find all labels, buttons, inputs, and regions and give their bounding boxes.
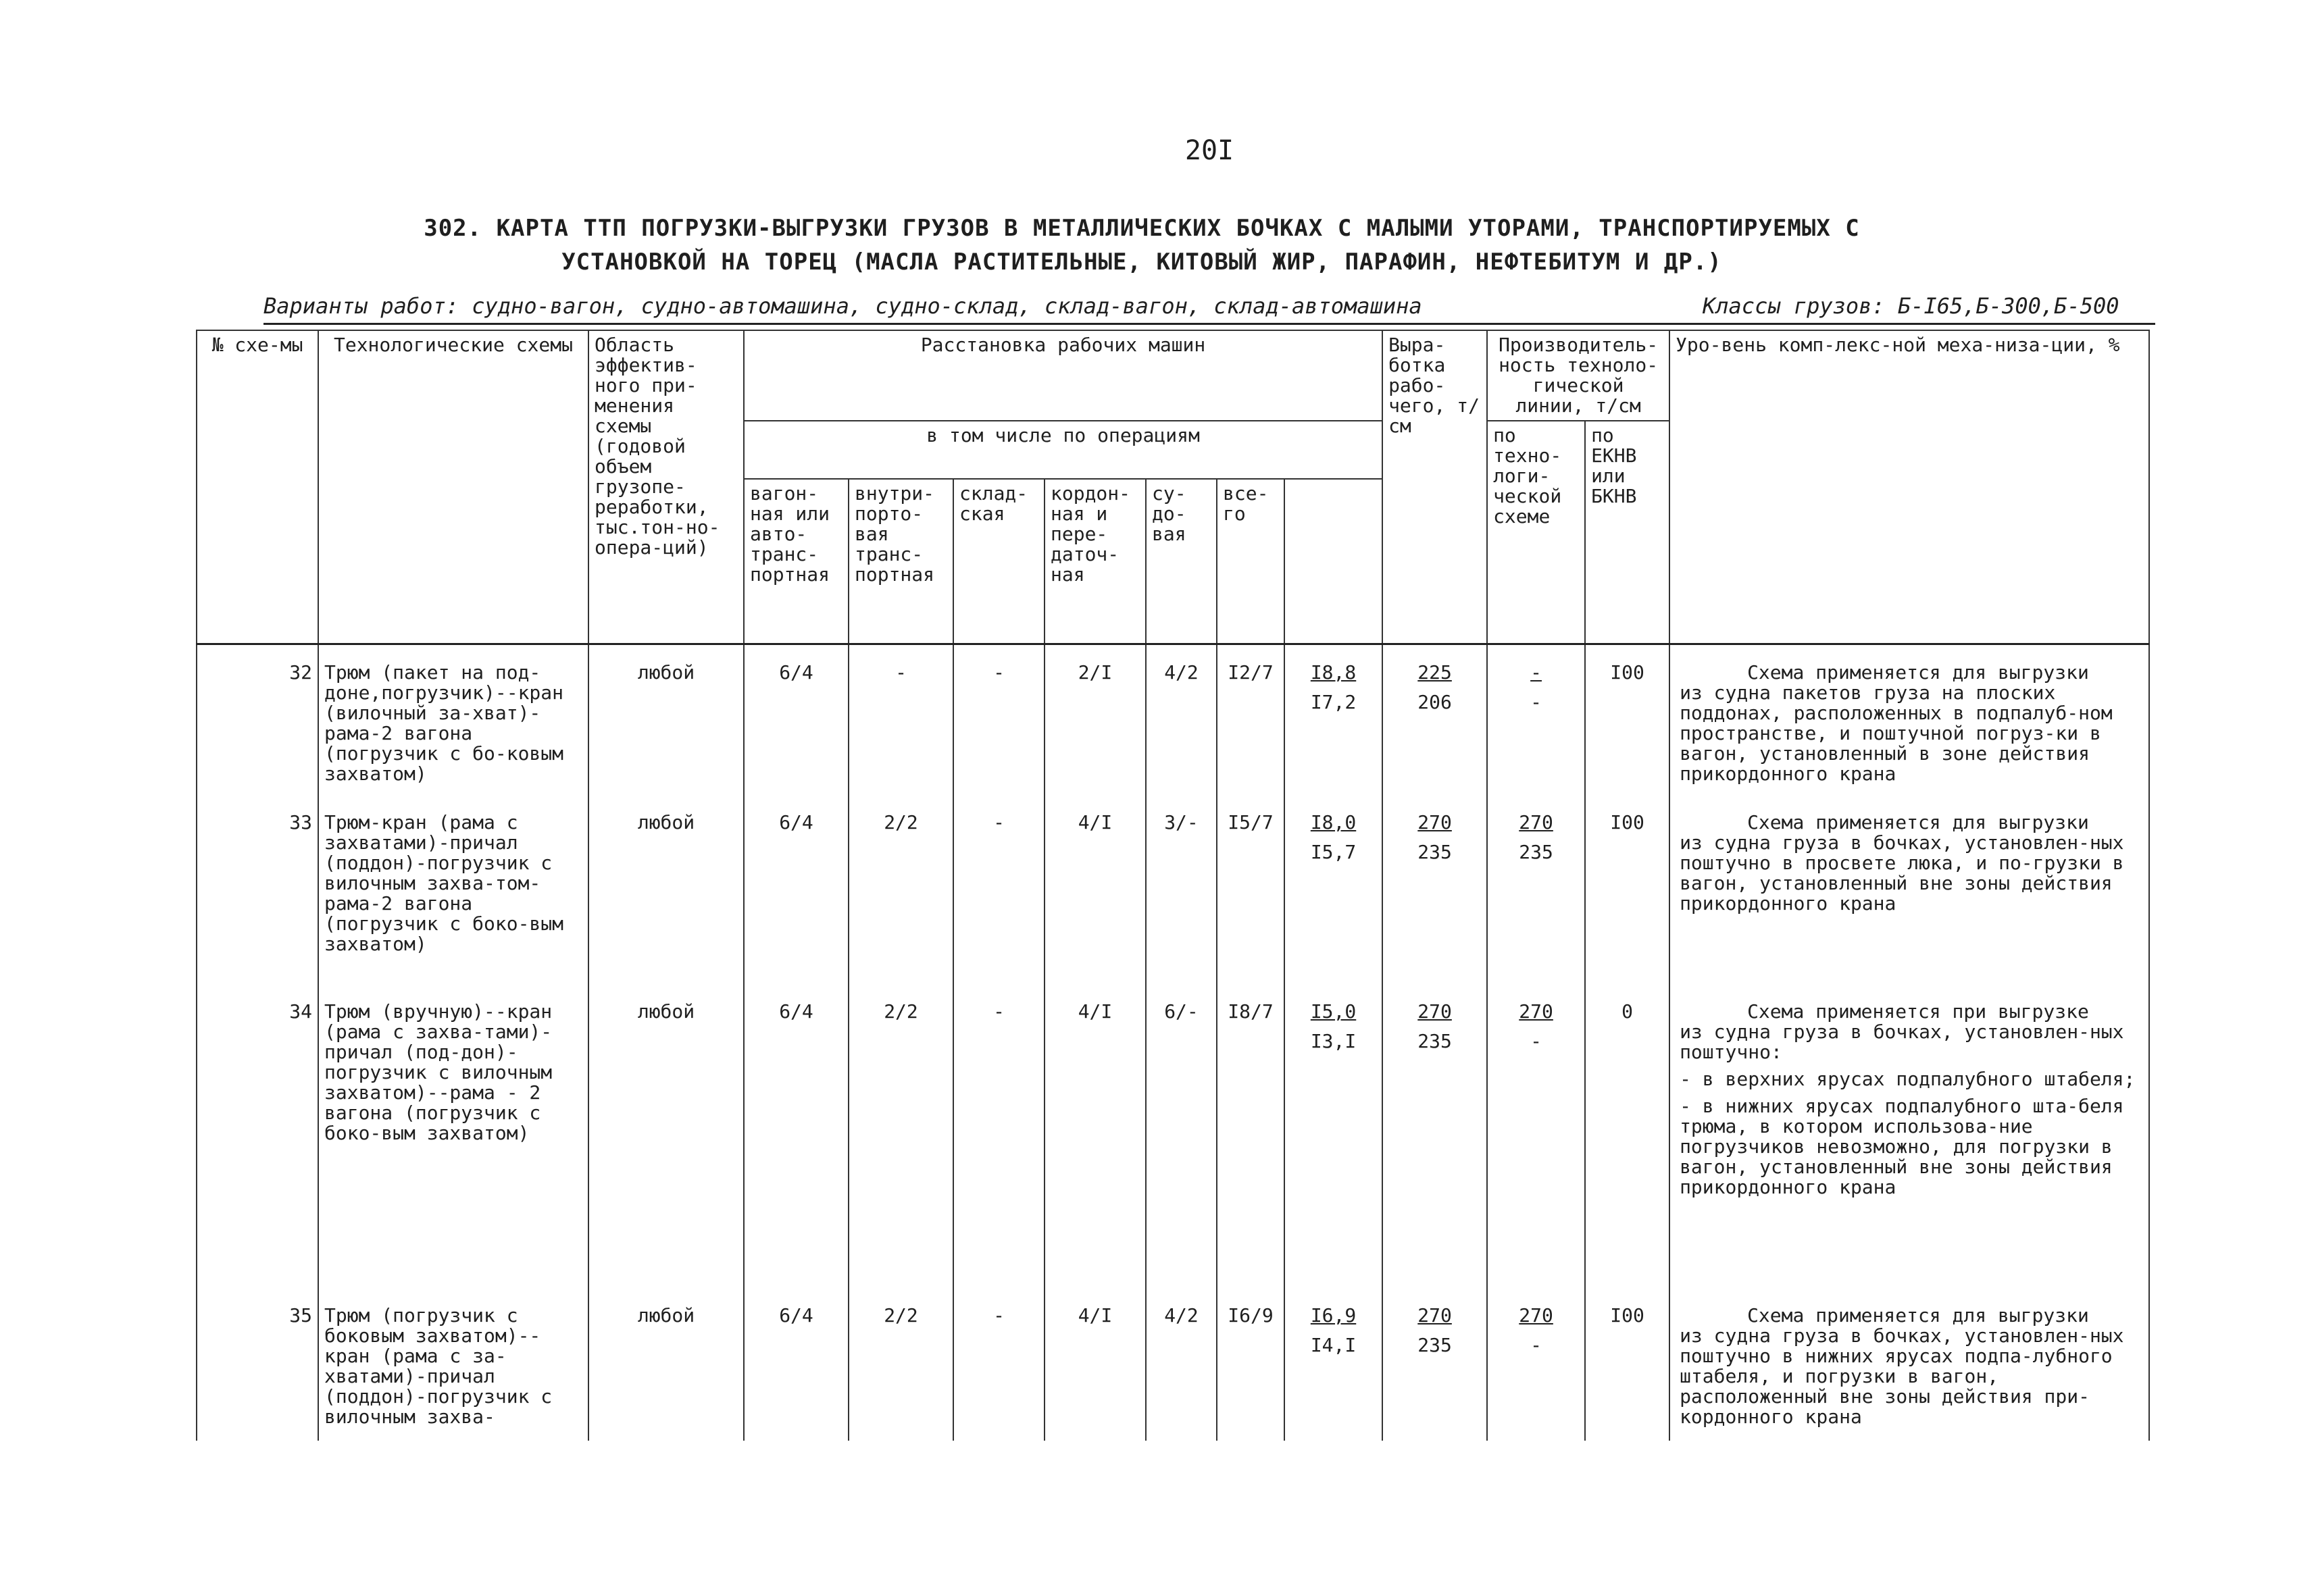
- row-purpose-lead: Схема применяется при выгрузке: [1747, 1002, 2089, 1023]
- row-mech-level: I00: [1585, 644, 1669, 813]
- table-row: [197, 813, 2149, 1002]
- row-scheme: Трюм-кран (рама с захватами)-причал (поддон)-погрузчик с вилочным захва-том-рама-2 вагона (погрузчик с боко-вым захватом): [318, 813, 588, 1002]
- row-scheme-prod-num: 270: [1417, 1306, 1452, 1327]
- header-by-ekhnv: по ЕКНВ или БКНВ: [1585, 421, 1669, 644]
- row-scheme: Трюм (погрузчик с боковым захватом)--кран (рама с за-хватами)-причал (поддон)-погрузчик с вилочным захва-: [318, 1306, 588, 1441]
- page-number: 20I: [1184, 135, 1234, 166]
- row-scheme: Трюм (вручную)--кран (рама с захва-тами)-причал (под-дон)-погрузчик с вилочным захватом)--рама - 2 вагона (погрузчик с боко-вым захватом): [318, 1002, 588, 1306]
- table-row: [197, 1306, 2149, 1441]
- row-ekhnv-den: 235: [1519, 841, 1553, 863]
- row-wagon: 6/4: [744, 644, 849, 813]
- row-output-den: I7,2: [1310, 690, 1357, 713]
- row-intraport: 2/2: [849, 1306, 953, 1441]
- row-scheme-prod-den: 206: [1417, 690, 1452, 713]
- row-purpose-lead: Схема применяется для выгрузки: [1747, 813, 2089, 833]
- header-rule: [263, 323, 2155, 325]
- row-warehouse: -: [953, 1002, 1045, 1306]
- row-purpose-text: из судна пакетов груза на плоских поддонах, расположенных в подпалуб-ном пространстве, и поштучной погруз-ки в вагон, установленный в зоне действия прикордонного крана: [1680, 681, 2113, 785]
- row-purpose-lead: Схема применяется для выгрузки: [1747, 1306, 2089, 1327]
- row-area: любой: [588, 1002, 744, 1306]
- row-warehouse: -: [953, 1306, 1045, 1441]
- row-output-den: I3,I: [1310, 1030, 1357, 1052]
- technology-table: [196, 330, 2150, 1441]
- row-area: любой: [588, 813, 744, 1002]
- header-wagon-auto: вагон-ная или авто-транс-портная: [744, 479, 849, 644]
- header-output: Выра-ботка рабо-чего, т/см: [1382, 330, 1487, 644]
- row-total: I5/7: [1217, 813, 1284, 1002]
- row-number: 34: [197, 1002, 318, 1306]
- row-scheme-prod-num: 270: [1417, 813, 1452, 833]
- header-mech-level: Уро-вень комп-лекс-ной меха-низа-ции, %: [1669, 330, 2149, 644]
- row-ekhnv-den: -: [1530, 1030, 1542, 1052]
- row-output-num: I6,9: [1310, 1306, 1357, 1327]
- row-scheme: Трюм (пакет на под-доне,погрузчик)--кран (вилочный за-хват)-рама-2 вагона (погрузчик с бо-ковым захватом): [318, 644, 588, 813]
- row-scheme-prod-den: 235: [1417, 1030, 1452, 1052]
- header-by-scheme: по техно-логи-ческой схеме: [1487, 421, 1585, 644]
- row-cordon: 4/I: [1045, 1002, 1146, 1306]
- row-number: 35: [197, 1306, 318, 1441]
- row-ekhnv-num: -: [1530, 661, 1542, 684]
- row-wagon: 6/4: [744, 813, 849, 1002]
- row-total: I6/9: [1217, 1306, 1284, 1441]
- cargo-classes: Классы грузов: Б-I65,Б-300,Б-500: [1703, 293, 2119, 319]
- row-warehouse: -: [953, 644, 1045, 813]
- row-ekhnv-num: 270: [1519, 1002, 1553, 1023]
- row-intraport: -: [849, 644, 953, 813]
- row-mech-level: I00: [1585, 1306, 1669, 1441]
- row-warehouse: -: [953, 813, 1045, 1002]
- row-wagon: 6/4: [744, 1306, 849, 1441]
- header-cordon: кордон-ная и пере-даточ-ная: [1045, 479, 1146, 644]
- row-output-num: I8,0: [1310, 813, 1357, 833]
- header-productivity: Производитель-ность техноло-гической линии, т/см: [1487, 330, 1669, 421]
- row-cordon: 4/I: [1045, 813, 1146, 1002]
- header-warehouse: склад-ская: [953, 479, 1045, 644]
- row-output-num: I5,0: [1310, 1002, 1357, 1023]
- row-output-den: I5,7: [1310, 841, 1357, 863]
- row-purpose-text: из судна груза в бочках, установлен-ных поштучно:: [1680, 1021, 2124, 1063]
- header-by-operations: в том числе по операциям: [744, 421, 1382, 479]
- row-number: 33: [197, 813, 318, 1002]
- row-ship: 6/-: [1146, 1002, 1217, 1306]
- header-area: Область эффектив-ного при-менения схемы (годовой объем грузопе-реработки, тыс.тон-но-опера-ций): [588, 330, 744, 644]
- row-mech-level: 0: [1585, 1002, 1669, 1306]
- row-purpose-lead: Схема применяется для выгрузки: [1747, 661, 2089, 684]
- row-ship: 4/2: [1146, 644, 1217, 813]
- row-area: любой: [588, 1306, 744, 1441]
- row-cordon: 4/I: [1045, 1306, 1146, 1441]
- row-purpose-bullet: - в верхних ярусах подпалубного штабеля;: [1680, 1068, 2136, 1090]
- row-number: 32: [197, 644, 318, 813]
- header-scheme-no: № схе-мы: [197, 330, 318, 644]
- row-purpose-text: из судна груза в бочках, установлен-ных поштучно в просвете люка, и по-грузки в вагон, установленный вне зоны действия прикордонного крана: [1680, 831, 2124, 915]
- header-tech-schemes: Технологические схемы: [318, 330, 588, 644]
- row-mech-level: I00: [1585, 813, 1669, 1002]
- row-area: любой: [588, 644, 744, 813]
- row-scheme-prod-num: 225: [1417, 661, 1452, 684]
- table-row: [197, 1002, 2149, 1306]
- work-variants: Варианты работ: судно-вагон, судно-автомашина, судно-склад, склад-вагон, склад-автомашина: [263, 293, 1422, 319]
- row-scheme-prod-den: 235: [1417, 841, 1452, 863]
- row-ekhnv-num: 270: [1519, 1306, 1553, 1327]
- document-title-line-2: УСТАНОВКОЙ НА ТОРЕЦ (МАСЛА РАСТИТЕЛЬНЫЕ, КИТОВЫЙ ЖИР, ПАРАФИН, НЕФТЕБИТУМ И ДР.): [561, 249, 1722, 276]
- header-ship: су-до-вая: [1146, 479, 1217, 644]
- table-row: [197, 644, 2149, 813]
- row-intraport: 2/2: [849, 1002, 953, 1306]
- row-ship: 4/2: [1146, 1306, 1217, 1441]
- header-intraport: внутри-порто-вая транс-портная: [849, 479, 953, 644]
- row-purpose-text: из судна груза в бочках, установлен-ных поштучно в нижних ярусах подпа-лубного штабеля, и погрузки в вагон, расположенный вне зоны действия при-кордонного крана: [1680, 1324, 2124, 1428]
- row-ekhnv-num: 270: [1519, 813, 1553, 833]
- header-total: все-го: [1217, 479, 1284, 644]
- row-ekhnv-den: -: [1530, 690, 1542, 713]
- row-scheme-prod-num: 270: [1417, 1002, 1452, 1023]
- header-placement: Расстановка рабочих машин: [744, 330, 1382, 421]
- row-output-den: I4,I: [1310, 1334, 1357, 1356]
- row-wagon: 6/4: [744, 1002, 849, 1306]
- row-intraport: 2/2: [849, 813, 953, 1002]
- row-total: I8/7: [1217, 1002, 1284, 1306]
- row-purpose-bullet: - в нижних ярусах подпалубного шта-беля трюма, в котором использова-ние погрузчиков невозможно, для погрузки в вагон, установленный вне зоны действия прикордонного крана: [1680, 1095, 2124, 1198]
- row-ekhnv-den: -: [1530, 1334, 1542, 1356]
- row-ship: 3/-: [1146, 813, 1217, 1002]
- document-title-line-1: 302. КАРТА ТТП ПОГРУЗКИ-ВЫГРУЗКИ ГРУЗОВ В МЕТАЛЛИЧЕСКИХ БОЧКАХ С МАЛЫМИ УТОРАМИ, ТРАНСПОРТИРУЕМЫХ С: [424, 215, 1860, 242]
- row-output-num: I8,8: [1310, 661, 1357, 684]
- row-scheme-prod-den: 235: [1417, 1334, 1452, 1356]
- row-total: I2/7: [1217, 644, 1284, 813]
- row-cordon: 2/I: [1045, 644, 1146, 813]
